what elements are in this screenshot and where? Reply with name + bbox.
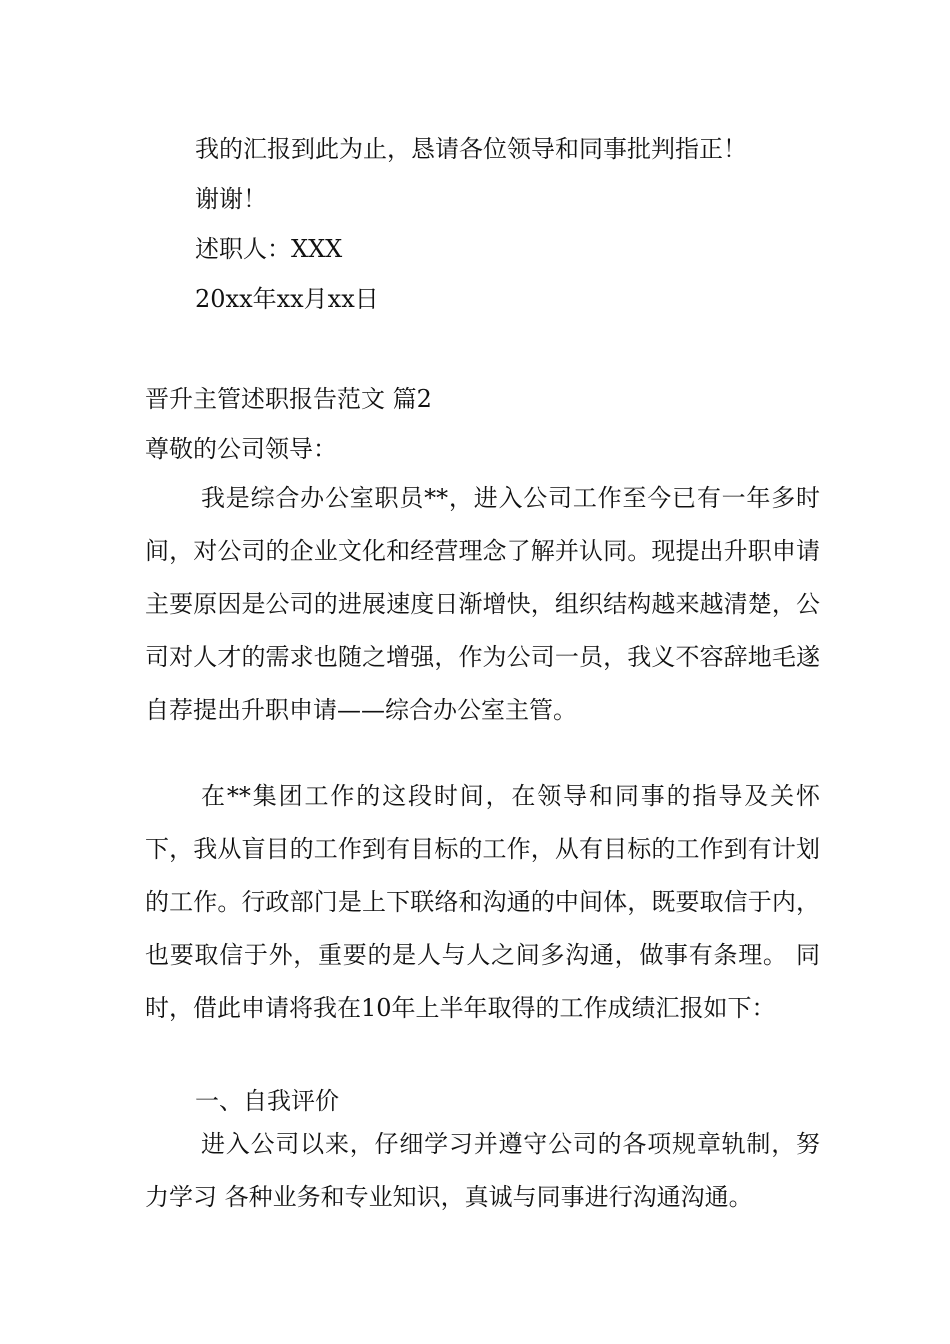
subheading-self-evaluation: 一、自我评价 bbox=[195, 1087, 339, 1115]
signer-line: 述职人：XXX bbox=[195, 235, 343, 263]
paragraph-intro: 我是综合办公室职员**，进入公司工作至今已有一年多时间，对公司的企业文化和经营理念了解并认同。现提出升职申请主要原因是公司的进展速度日渐增快，组织结构越来越清楚，公司对人才的需求也随之增强，作为公司一员，我义不容辞地毛遂自荐提出升职申请——综合办公室主管。 bbox=[145, 484, 820, 724]
salutation: 尊敬的公司领导： bbox=[145, 435, 337, 463]
thanks-line: 谢谢！ bbox=[195, 185, 267, 213]
section-title: 晋升主管述职报告范文 篇2 bbox=[145, 385, 432, 413]
paragraph-work-summary: 在**集团工作的这段时间，在领导和同事的指导及关怀下，我从盲目的工作到有目标的工作，从有目标的工作到有计划的工作。行政部门是上下联络和沟通的中间体，既要取信于内，也要取信于外，重要的是人与人之间多沟通，做事有条理。 同时，借此申请将我在10年上半年取得的工作成绩汇报如下： bbox=[145, 782, 820, 1022]
date-line: 20xx年xx月xx日 bbox=[195, 285, 379, 313]
closing-line: 我的汇报到此为止，恳请各位领导和同事批判指正！ bbox=[195, 135, 747, 163]
paragraph-self-evaluation: 进入公司以来，仔细学习并遵守公司的各项规章轨制，努力学习 各种业务和专业知识，真诚与同事进行沟通沟通。 bbox=[145, 1130, 820, 1211]
